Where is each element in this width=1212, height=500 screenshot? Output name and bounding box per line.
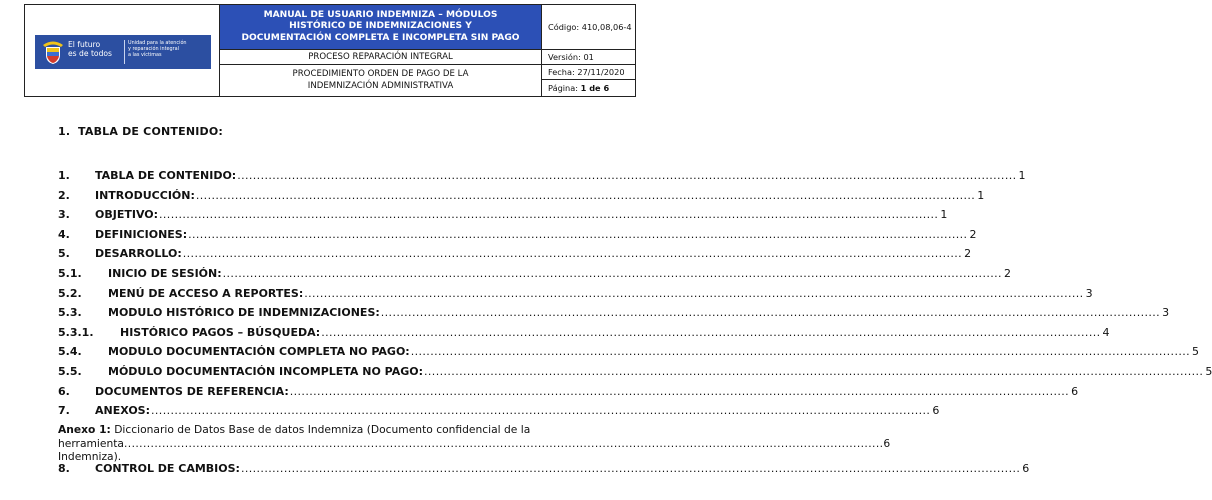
toc-entry-number: 5.3. (58, 306, 82, 320)
document-title: MANUAL DE USUARIO INDEMNIZA – MÓDULOS HISTÓRICO DE INDEMNIZACIONES Y DOCUMENTACIÓN COMPLETA E INCOMPLETA SIN PAGO (220, 5, 542, 50)
toc-entry[interactable] (58, 402, 940, 422)
logo-slogan: El futuro es de todos (68, 40, 112, 58)
toc-entry[interactable] (58, 245, 972, 265)
toc-entry-number: 3. (58, 208, 70, 222)
toc-entry-number: 4. (58, 227, 70, 241)
toc-leader-dots: ........................................................................................................................................................................................................ (151, 404, 931, 418)
logo-unit-name: Unidad para la atención y reparación integral a las víctimas (128, 40, 187, 58)
toc-entry[interactable] (58, 324, 1110, 344)
logo-cell (25, 5, 220, 96)
toc-entry[interactable] (58, 285, 1093, 305)
toc-leader-dots: ........................................................................................................................................................................................................ (188, 227, 968, 241)
toc-entry-number: 5.3.1. (58, 325, 94, 339)
toc-entry-title: MÓDULO DOCUMENTACIÓN INCOMPLETA NO PAGO: (108, 364, 424, 378)
toc-entry-number: 6. (58, 384, 70, 398)
toc-entry-number: 5.4. (58, 345, 82, 359)
toc-entry-title: HISTÓRICO PAGOS – BÚSQUEDA: (120, 325, 321, 339)
toc-leader-dots: ........................................................................................................................................................................................................ (182, 247, 963, 261)
toc-entry-title: INTRODUCCIÓN: (95, 188, 195, 202)
toc-leader-dots: ........................................................................................................................................................................................................ (123, 436, 884, 450)
institution-logo (35, 35, 211, 69)
toc-leader-dots: ........................................................................................................................................................................................................ (195, 188, 976, 202)
toc-entry-number: 5.5. (58, 364, 82, 378)
toc-entry-page: 5 (1205, 364, 1212, 378)
toc-entry-page: 6 (1071, 384, 1079, 398)
toc-entry[interactable] (58, 265, 1011, 285)
toc-leader-dots: ........................................................................................................................................................................................................ (380, 306, 1161, 320)
toc-entry-title: MENÚ DE ACCESO A REPORTES: (108, 286, 304, 300)
toc-entry-page: 4 (1102, 325, 1110, 339)
toc-entry-number: 1. (58, 169, 70, 182)
toc-entry-title: MODULO HISTÓRICO DE INDEMNIZACIONES: (108, 306, 380, 320)
toc-entry-number: 2. (58, 188, 70, 202)
toc-entry-page: 2 (1003, 266, 1011, 280)
toc-annex-entry[interactable] (58, 422, 891, 463)
toc-leader-dots: ........................................................................................................................................................................................................ (289, 384, 1070, 398)
toc-leader-dots: ........................................................................................................................................................................................................ (240, 461, 1021, 475)
toc-entry-title: DEFINICIONES: (95, 227, 188, 241)
toc-leader-dots: ........................................................................................................................................................................................................ (237, 169, 1017, 182)
toc-entry-page: 3 (1085, 286, 1093, 300)
toc-entry[interactable] (58, 343, 1200, 363)
toc-leader-dots: ........................................................................................................................................................................................................ (222, 266, 1002, 280)
document-header (24, 4, 636, 97)
toc-entry-page: 5 (1192, 345, 1200, 359)
document-date: Fecha: 27/11/2020 (542, 65, 635, 80)
toc-leader-dots: ........................................................................................................................................................................................................ (159, 208, 939, 222)
annex-description: Diccionario de Datos Base de datos Indemniza (Documento confidencial de la (114, 422, 531, 436)
toc-entry-number: 8. (58, 461, 70, 475)
toc-entry-page: 1 (977, 188, 985, 202)
toc-entry-title: DOCUMENTOS DE REFERENCIA: (95, 384, 289, 398)
toc-entry-page: 1 (940, 208, 948, 222)
annex-label: Anexo 1: (58, 422, 111, 436)
toc-heading: 1. TABLA DE CONTENIDO: (58, 125, 224, 138)
procedure-name: PROCEDIMIENTO ORDEN DE PAGO DE LA INDEMNIZACIÓN ADMINISTRATIVA (220, 65, 542, 96)
toc-entry-page: 3 (1162, 306, 1170, 320)
toc-entry[interactable] (58, 460, 1030, 480)
table-of-contents (58, 167, 1212, 479)
toc-entry-title: DESARROLLO: (95, 247, 182, 261)
toc-entry-title: INICIO DE SESIÓN: (108, 266, 222, 280)
toc-entry[interactable] (58, 187, 985, 207)
toc-entry-title: CONTROL DE CAMBIOS: (95, 461, 240, 475)
toc-entry-page: 6 (883, 436, 891, 450)
process-name: PROCESO REPARACIÓN INTEGRAL (220, 50, 542, 65)
toc-entry[interactable] (58, 226, 977, 246)
toc-entry-number: 7. (58, 404, 70, 418)
toc-entry-number: 5. (58, 247, 70, 261)
toc-entry-title: OBJETIVO: (95, 208, 159, 222)
toc-entry[interactable] (58, 167, 1026, 187)
toc-entry[interactable] (58, 383, 1079, 403)
toc-entry-number: 5.2. (58, 286, 82, 300)
annex-description-cont: herramienta Indemniza). (58, 436, 124, 463)
toc-entry-page: 6 (932, 404, 940, 418)
toc-entry-page: 6 (1022, 461, 1030, 475)
toc-entry-title: MODULO DOCUMENTACIÓN COMPLETA NO PAGO: (108, 345, 410, 359)
toc-entry-title: TABLA DE CONTENIDO: (95, 169, 237, 182)
toc-entry[interactable] (58, 304, 1170, 324)
toc-entry-page: 2 (964, 247, 972, 261)
toc-entry-title: ANEXOS: (95, 404, 150, 418)
page-indicator: Página: 1 de 6 (548, 83, 610, 93)
coat-of-arms-icon (41, 39, 65, 65)
toc-entry[interactable] (58, 363, 1212, 383)
toc-entry-number: 5.1. (58, 266, 82, 280)
document-code: Código: 410,08,06-4 (542, 5, 635, 50)
toc-entry[interactable] (58, 206, 948, 226)
toc-leader-dots: ........................................................................................................................................................................................................ (424, 364, 1204, 378)
toc-entry-page: 1 (1018, 169, 1026, 182)
toc-leader-dots: ........................................................................................................................................................................................................ (304, 286, 1084, 300)
logo-divider (124, 40, 125, 64)
toc-leader-dots: ........................................................................................................................................................................................................ (410, 345, 1191, 359)
toc-leader-dots: ........................................................................................................................................................................................................ (321, 325, 1101, 339)
toc-entry-page: 2 (969, 227, 977, 241)
document-version: Versión: 01 (542, 50, 635, 65)
